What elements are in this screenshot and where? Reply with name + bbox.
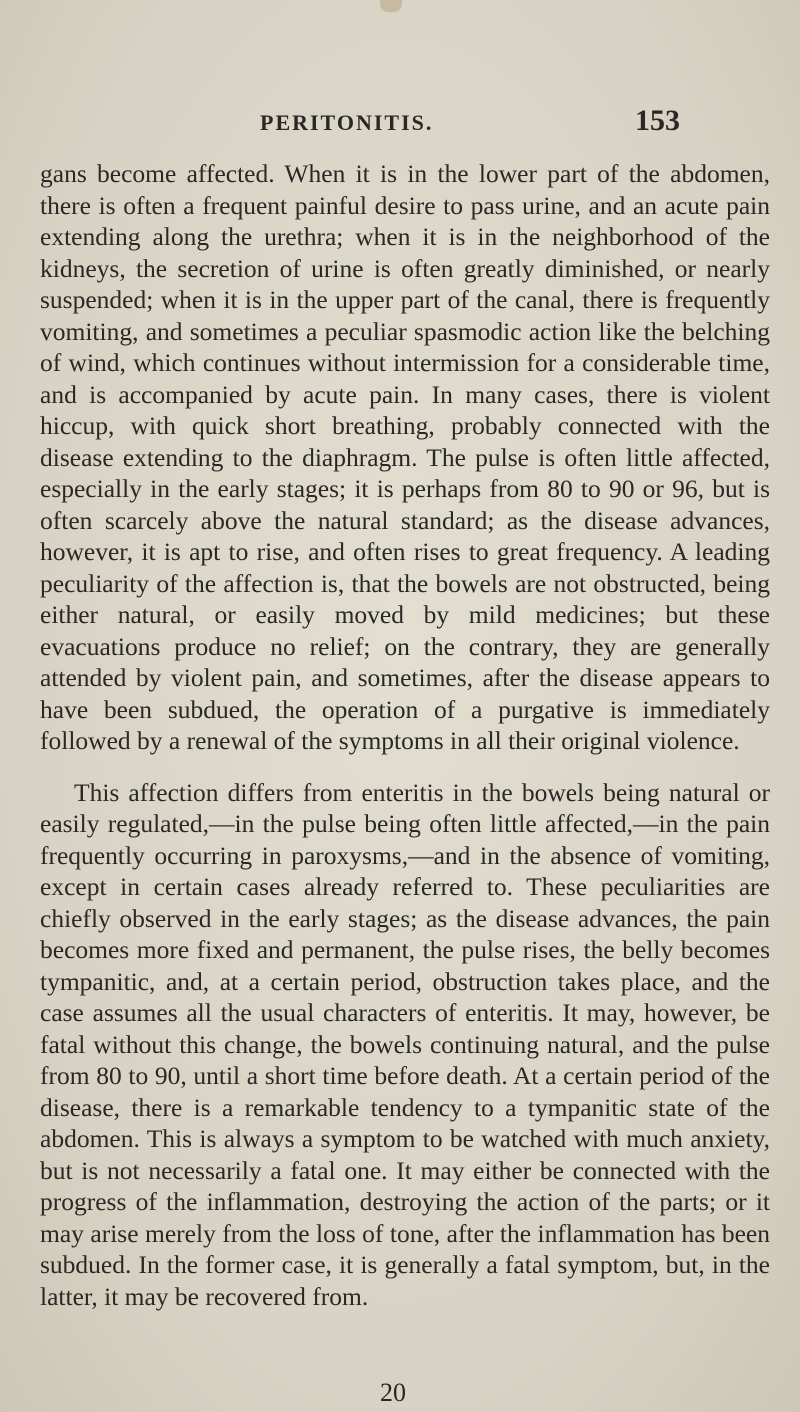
page-number: 153 [635, 104, 680, 137]
paragraph: gans become affected. When it is in the lower part of the abdomen, there is often a frequent painful desire to pass urine, and an acute pain extending along the urethra; when it is in the neighborhood of the kidneys, the secretion of urine is often greatly diminished, or nearly suspended; when it is in the upper part of the canal, there is frequently vomiting, and sometimes a peculiar spasmodic action like the belching of wind, which continues without intermission for a considerable time, and is accompanied by acute pain. In many cases, there is violent hiccup, with quick short breathing, probably connected with the disease extending to the diaphragm. The pulse is often little affected, especially in the early stages; it is perhaps from 80 to 90 or 96, but is often scarcely above the natural standard; as the disease advances, however, it is apt to rise, and often rises to great frequency. A leading peculiarity of the affection is, that the bowels are not obstructed, being either natural, or easily moved by mild medicines; but these evacuations produce no relief; on the contrary, they are generally attended by violent pain, and sometimes, after the disease appears to have been subdued, the operation of a purgative is immediately followed by a renewal of the symptoms in all their original violence. [40, 159, 770, 755]
paragraph: This affection differs from enteritis in the bowels being natural or easily regulated,—in the pulse being often little affected,—in the pain frequently occurring in paroxysms,—and in the absence of vomiting, except in certain cases already referred to. These peculiarities are chiefly observed in the early stages; as the disease advances, the pain becomes more fixed and permanent, the pulse rises, the belly becomes tympanitic, and, at a certain period, obstruction takes place, and the case assumes all the usual characters of enteritis. It may, however, be fatal without this change, the bowels continuing natural, and the pulse from 80 to 90, until a short time before death. At a certain period of the disease, there is a remarkable tendency to a tympanitic state of the abdomen. This is always a symptom to be watched with much anxiety, but is not necessarily a fatal one. It may either be connected with the progress of the inflammation, destroying the action of the parts; or it may arise merely from the loss of tone, after the inflammation has been subdued. In the former case, it is generally a fatal symptom, but, in the latter, it may be recovered from. [40, 777, 770, 1311]
page-edge-stain [380, 0, 402, 12]
body-text [40, 158, 770, 1312]
page-header [260, 104, 680, 144]
running-head: PERITONITIS. [260, 110, 434, 135]
signature-mark: 20 [380, 1378, 406, 1407]
